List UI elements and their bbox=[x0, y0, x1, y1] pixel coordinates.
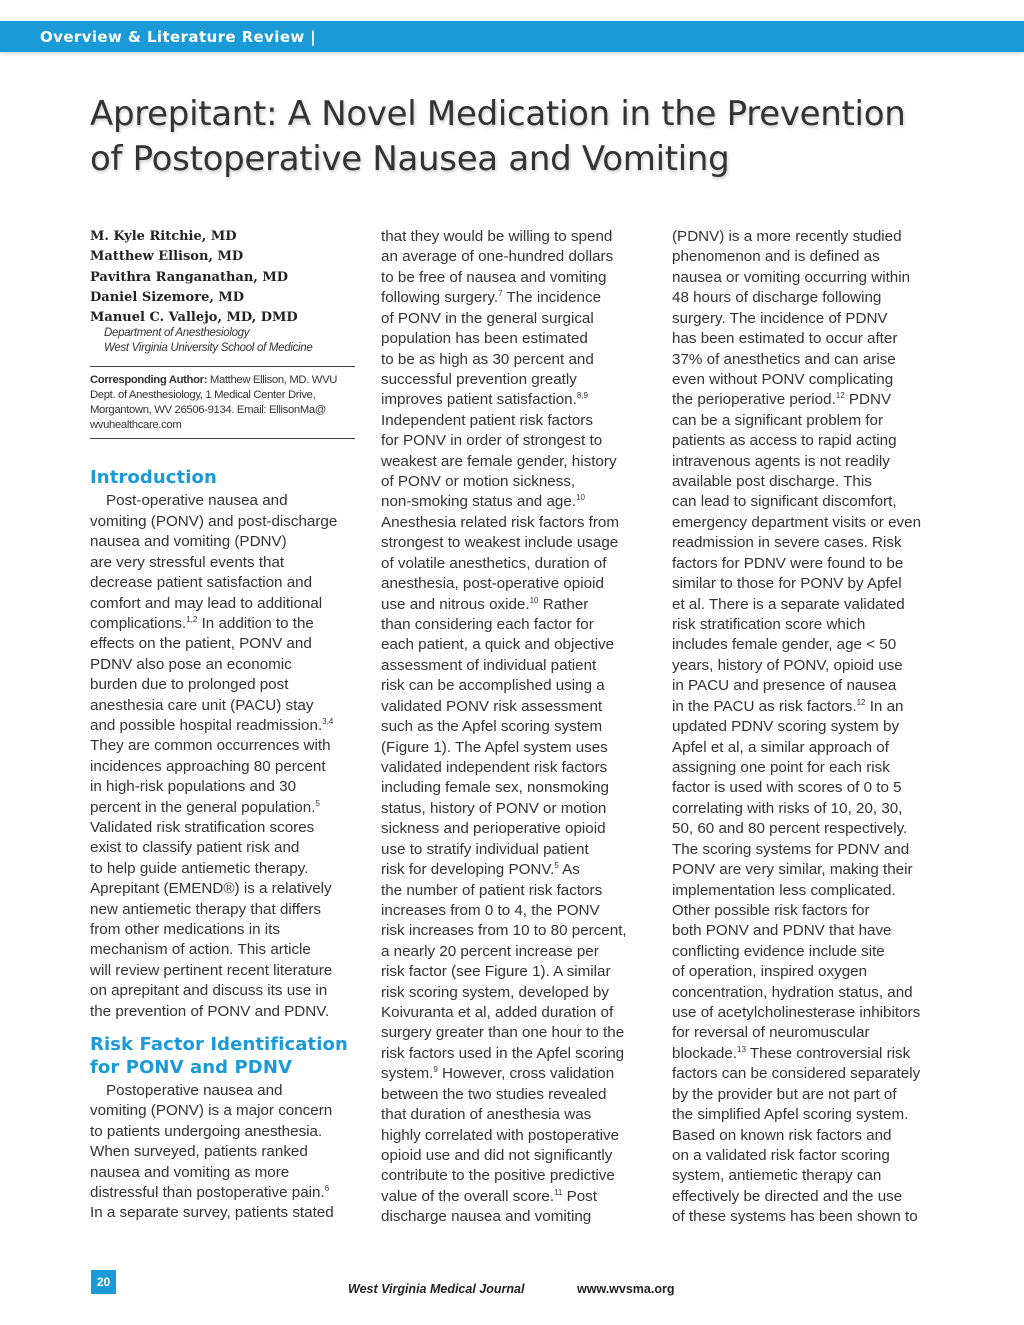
text-line: on a validated risk factor scoring bbox=[672, 1146, 890, 1164]
text-line: effectively be directed and the use bbox=[672, 1187, 903, 1205]
text-line: of operation, inspired oxygen bbox=[672, 963, 868, 981]
text-line: (Figure 1). The Apfel system uses bbox=[381, 738, 608, 756]
text-line: strongest to weakest include usage bbox=[381, 534, 619, 552]
text-line: Validated risk stratification scores bbox=[90, 818, 315, 836]
text-line: Postoperative nausea and bbox=[106, 1082, 283, 1100]
text-line: risk factors used in the Apfel scoring bbox=[381, 1044, 625, 1062]
text-line: validated PONV risk assessment bbox=[381, 697, 603, 715]
text-line: conflicting evidence include site bbox=[672, 942, 885, 960]
citation: 7 bbox=[498, 289, 503, 299]
article-title bbox=[90, 92, 970, 182]
text-line: patients as access to rapid acting bbox=[672, 432, 897, 450]
text-line: than considering each factor for bbox=[381, 616, 594, 634]
text-line: implementation less complicated. bbox=[672, 881, 896, 899]
text-line: Based on known risk factors and bbox=[672, 1126, 892, 1144]
text-line: are very stressful events that bbox=[90, 553, 285, 571]
text-line: of PONV in the general surgical bbox=[381, 309, 594, 327]
text-line: of PONV or motion sickness, bbox=[381, 473, 576, 491]
text-line: to help guide antiemetic therapy. bbox=[90, 859, 309, 877]
text-line: anesthesia care unit (PACU) stay bbox=[90, 696, 314, 714]
risk-factor-body bbox=[90, 1081, 355, 1224]
text-line: can lead to significant discomfort, bbox=[672, 493, 897, 511]
text-line: non-smoking status and age.$^{10}$ bbox=[381, 493, 585, 511]
text-line: Other possible risk factors for bbox=[672, 901, 870, 919]
text-line: of these systems has been shown to bbox=[672, 1208, 918, 1226]
text-line: successful prevention greatly bbox=[381, 370, 577, 388]
text-line: can be a significant problem for bbox=[672, 411, 884, 429]
text-line: When surveyed, patients ranked bbox=[90, 1143, 308, 1161]
text-line: that they would be willing to spend bbox=[381, 228, 613, 245]
citation: 10 bbox=[576, 493, 585, 503]
text-line: surgery greater than one hour to the bbox=[381, 1024, 625, 1042]
text-line: assigning one point for each risk bbox=[672, 758, 890, 776]
text-line: and possible hospital readmission.$^{3,4}$ bbox=[90, 716, 334, 734]
text-line: incidences approaching 80 percent bbox=[90, 757, 326, 775]
text-line: new antiemetic therapy that differs bbox=[90, 900, 322, 918]
citation: 12 bbox=[835, 391, 845, 401]
text-line: years, history of PONV, opioid use bbox=[672, 656, 903, 674]
text-line: each patient, a quick and objective bbox=[381, 636, 615, 654]
citation: 11 bbox=[554, 1187, 563, 1197]
text-line: value of the overall score.$^{11}$ Post bbox=[381, 1187, 597, 1205]
journal-website: www.wvsma.org bbox=[577, 1282, 675, 1296]
text-line: risk for developing PONV.$^5$ As bbox=[381, 861, 580, 879]
text-line: following surgery.$^7$ The incidence bbox=[381, 289, 602, 307]
text-line: in the PACU as risk factors.$^{12}$ In an bbox=[672, 697, 904, 715]
text-line: In a separate survey, patients stated bbox=[90, 1204, 334, 1222]
text-line: use to stratify individual patient bbox=[381, 840, 589, 858]
text-line: the simplified Apfel scoring system. bbox=[672, 1106, 909, 1124]
text-line: both PONV and PDNV that have bbox=[672, 922, 892, 940]
title-line: of Postoperative Nausea and Vomiting bbox=[90, 139, 730, 179]
author-name: M. Kyle Ritchie, MD bbox=[90, 229, 237, 244]
text-line: sickness and perioperative opioid bbox=[381, 820, 606, 838]
text-line: effects on the patient, PONV and bbox=[90, 635, 312, 653]
text-line: risk stratification score which bbox=[672, 616, 866, 634]
affiliation bbox=[90, 326, 355, 356]
text-line: to be as high as 30 percent and bbox=[381, 350, 594, 368]
text-line: nausea or vomiting occurring within bbox=[672, 268, 911, 286]
author-list bbox=[90, 227, 355, 328]
author-name: Matthew Ellison, MD bbox=[90, 249, 244, 265]
text-line: to be free of nausea and vomiting bbox=[381, 268, 607, 286]
text-line: intravenous agents is not readily bbox=[672, 452, 890, 470]
text-line: increases from 0 to 4, the PONV bbox=[381, 901, 600, 919]
affiliation-line: Department of Anesthesiology bbox=[104, 327, 250, 340]
text-line: the perioperative period.$^{12}$ PDNV bbox=[672, 391, 892, 409]
title-line: Aprepitant: A Novel Medication in the Prevention bbox=[90, 94, 906, 134]
column-3-body bbox=[672, 227, 942, 1228]
text-line: mechanism of action. This article bbox=[90, 941, 311, 959]
text-line: validated independent risk factors bbox=[381, 758, 608, 776]
text-line: vomiting (PONV) and post-discharge bbox=[90, 512, 338, 530]
journal-name: West Virginia Medical Journal bbox=[348, 1282, 525, 1296]
page-number: 20 bbox=[91, 1270, 116, 1294]
citation: 10 bbox=[529, 595, 539, 605]
text-line: for reversal of neuromuscular bbox=[672, 1024, 870, 1042]
corresponding-line: Dept. of Anesthesiology, 1 Medical Center Drive, bbox=[90, 389, 316, 402]
column-1 bbox=[90, 227, 355, 1224]
text-line: Koivuranta et al, added duration of bbox=[381, 1004, 614, 1022]
text-line: on aprepitant and discuss its use in bbox=[90, 982, 328, 1000]
text-line: will review pertinent recent literature bbox=[90, 961, 333, 979]
text-line: weakest are female gender, history bbox=[381, 452, 617, 470]
text-line: burden due to prolonged post bbox=[90, 676, 289, 694]
citation: 9 bbox=[433, 1065, 438, 1075]
text-line: surgery. The incidence of PDNV bbox=[672, 309, 888, 327]
text-line: by the provider but are not part of bbox=[672, 1085, 897, 1103]
text-line: blockade.$^{13}$ These controversial risk bbox=[672, 1044, 911, 1062]
text-line: Apfel et al, a similar approach of bbox=[672, 738, 889, 756]
corresponding-label: Corresponding Author: bbox=[90, 374, 208, 387]
text-line: et al. There is a separate validated bbox=[672, 595, 905, 613]
heading-line: for PONV and PDNV bbox=[90, 1057, 293, 1079]
text-line: emergency department visits or even bbox=[672, 513, 922, 531]
text-line: correlating with risks of 10, 20, 30, bbox=[672, 799, 903, 817]
introduction-heading: Introduction bbox=[90, 467, 217, 489]
text-line: such as the Apfel scoring system bbox=[381, 718, 603, 736]
text-line: of volatile anesthetics, duration of bbox=[381, 554, 607, 572]
text-line: for PONV in order of strongest to bbox=[381, 432, 603, 450]
citation: 5 bbox=[315, 798, 320, 808]
citation: 3,4 bbox=[322, 716, 334, 726]
text-line: even without PONV complicating bbox=[672, 370, 894, 388]
text-line: status, history of PONV or motion bbox=[381, 799, 607, 817]
text-line: that duration of anesthesia was bbox=[381, 1106, 592, 1124]
text-line: Anesthesia related risk factors from bbox=[381, 513, 620, 531]
text-line: system.$^9$ However, cross validation bbox=[381, 1065, 615, 1083]
author-name: Manuel C. Vallejo, MD, DMD bbox=[90, 310, 298, 326]
text-line: PONV are very similar, making their bbox=[672, 861, 913, 879]
text-line: (PDNV) is a more recently studied bbox=[672, 228, 902, 245]
text-line: nausea and vomiting as more bbox=[90, 1163, 290, 1181]
section-header-bar bbox=[0, 21, 1024, 52]
text-line: factors for PDNV were found to be bbox=[672, 554, 904, 572]
text-line: an average of one-hundred dollars bbox=[381, 248, 614, 266]
introduction-body bbox=[90, 491, 355, 1022]
text-line: phenomenon and is defined as bbox=[672, 248, 880, 266]
text-line: contribute to the positive predictive bbox=[381, 1167, 615, 1185]
text-line: factors can be considered separately bbox=[672, 1065, 921, 1083]
text-line: similar to those for PONV by Apfel bbox=[672, 575, 902, 593]
text-line: from other medications in its bbox=[90, 921, 280, 939]
text-line: risk scoring system, developed by bbox=[381, 983, 609, 1001]
text-line: percent in the general population.$^5$ bbox=[90, 798, 320, 816]
section-label: Overview & Literature Review | bbox=[40, 28, 317, 46]
text-line: discharge nausea and vomiting bbox=[381, 1208, 592, 1226]
text-line: 48 hours of discharge following bbox=[672, 289, 882, 307]
corresponding-line: Morgantown, WV 26506-9134. Email: EllisonMa@ bbox=[90, 404, 326, 417]
text-line: distressful than postoperative pain.$^6$ bbox=[90, 1184, 330, 1202]
column-3 bbox=[672, 227, 942, 1228]
text-line: anesthesia, post-operative opioid bbox=[381, 575, 604, 593]
text-line: between the two studies revealed bbox=[381, 1085, 607, 1103]
text-line: 50, 60 and 80 percent respectively. bbox=[672, 820, 908, 838]
text-line: population has been estimated bbox=[381, 330, 588, 348]
citation: 12 bbox=[856, 697, 866, 707]
text-line: The scoring systems for PDNV and bbox=[672, 840, 910, 858]
corresponding-line bbox=[90, 373, 355, 388]
text-line: Aprepitant (EMEND®) is a relatively bbox=[90, 880, 332, 898]
text-line: opioid use and did not significantly bbox=[381, 1146, 613, 1164]
text-line: assessment of individual patient bbox=[381, 656, 597, 674]
text-line: use of acetylcholinesterase inhibitors bbox=[672, 1004, 921, 1022]
risk-factor-heading bbox=[90, 1033, 355, 1079]
heading-line: Risk Factor Identification bbox=[90, 1034, 348, 1056]
text-line: including female sex, nonsmoking bbox=[381, 779, 609, 797]
divider bbox=[90, 438, 355, 439]
author-name: Pavithra Ranganathan, MD bbox=[90, 269, 289, 285]
affiliation-line: West Virginia University School of Medicine bbox=[104, 342, 313, 355]
corresponding-author bbox=[90, 373, 355, 433]
text-line: complications.$^{1,2}$ In addition to the bbox=[90, 614, 314, 632]
text-line: readmission in severe cases. Risk bbox=[672, 534, 902, 552]
column-2 bbox=[381, 227, 643, 1228]
column-2-body bbox=[381, 227, 643, 1228]
text-line: risk can be accomplished using a bbox=[381, 677, 605, 695]
text-line: exist to classify patient risk and bbox=[90, 839, 300, 857]
text-line: improves patient satisfaction.$^{8,9}$ bbox=[381, 391, 588, 409]
text-line: factor is used with scores of 0 to 5 bbox=[672, 779, 902, 797]
text-line: to patients undergoing anesthesia. bbox=[90, 1122, 323, 1140]
citation: 6 bbox=[324, 1184, 330, 1194]
corresponding-line: wvuhealthcare.com bbox=[90, 419, 182, 432]
text-line: updated PDNV scoring system by bbox=[672, 718, 900, 736]
citation: 1,2 bbox=[186, 614, 198, 624]
text-line: PDNV also pose an economic bbox=[90, 655, 292, 673]
text-line: Post-operative nausea and bbox=[106, 492, 288, 510]
citation: 5 bbox=[554, 861, 559, 871]
text-line: 37% of anesthetics and can arise bbox=[672, 350, 896, 368]
text-line: They are common occurrences with bbox=[90, 737, 331, 755]
text-line: risk increases from 10 to 80 percent, bbox=[381, 922, 627, 940]
text-line: concentration, hydration status, and bbox=[672, 983, 913, 1001]
text-line: nausea and vomiting (PDNV) bbox=[90, 533, 287, 551]
citation: 8,9 bbox=[576, 391, 588, 401]
text-line: has been estimated to occur after bbox=[672, 330, 898, 348]
text-line: use and nitrous oxide.$^{10}$ Rather bbox=[381, 595, 589, 613]
text-line: decrease patient satisfaction and bbox=[90, 574, 313, 592]
text-line: the prevention of PONV and PDNV. bbox=[90, 1002, 330, 1020]
divider bbox=[90, 366, 355, 367]
corresponding-text: Matthew Ellison, MD. WVU bbox=[207, 374, 338, 387]
text-line: in high-risk populations and 30 bbox=[90, 778, 297, 796]
text-line: the number of patient risk factors bbox=[381, 881, 603, 899]
text-line: highly correlated with postoperative bbox=[381, 1126, 620, 1144]
text-line: comfort and may lead to additional bbox=[90, 594, 323, 612]
text-line: includes female gender, age < 50 bbox=[672, 636, 897, 654]
text-line: vomiting (PONV) is a major concern bbox=[90, 1102, 333, 1120]
text-line: Independent patient risk factors bbox=[381, 411, 593, 429]
author-name: Daniel Sizemore, MD bbox=[90, 289, 245, 305]
text-line: available post discharge. This bbox=[672, 473, 872, 491]
text-line: a nearly 20 percent increase per bbox=[381, 942, 599, 960]
citation: 13 bbox=[737, 1044, 746, 1054]
text-line: system, antiemetic therapy can bbox=[672, 1167, 882, 1185]
text-line: risk factor (see Figure 1). A similar bbox=[381, 963, 611, 981]
text-line: in PACU and presence of nausea bbox=[672, 677, 897, 695]
